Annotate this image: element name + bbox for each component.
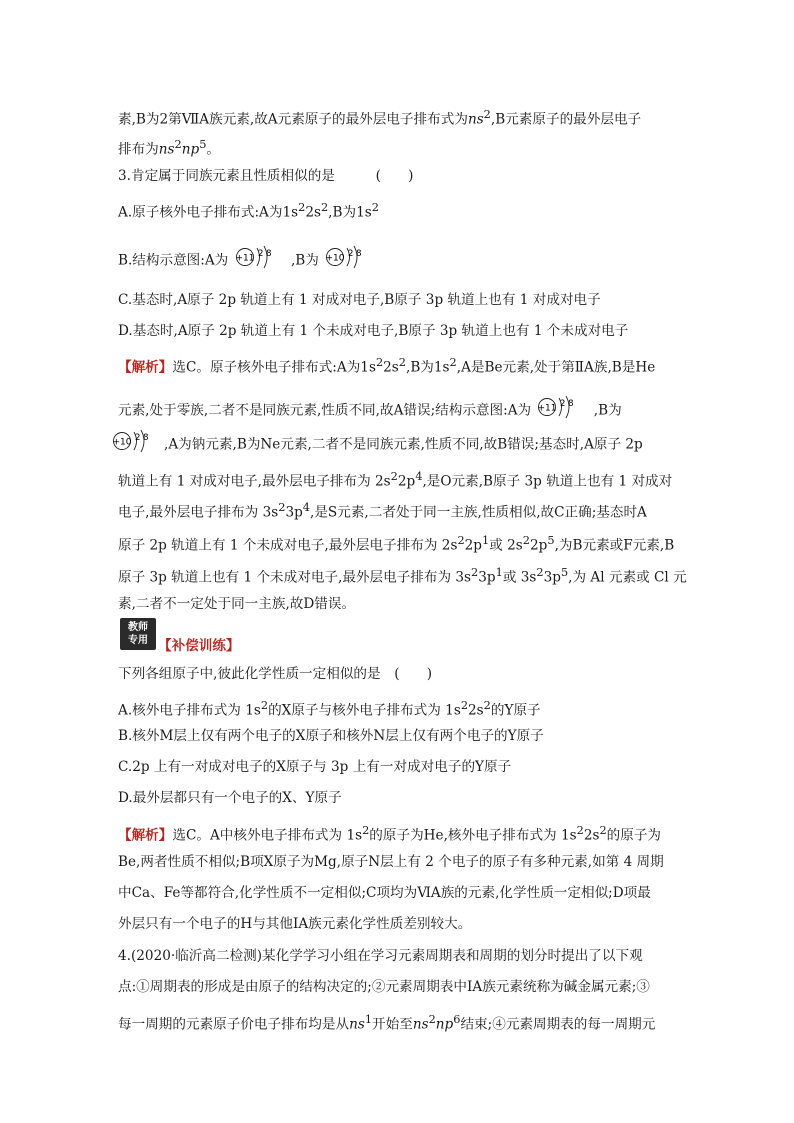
question-4: 点:①周期表的形成是由原子的结构决定的;②元素周期表中ⅠA族元素统称为碱金属元素;③ bbox=[118, 979, 650, 995]
analysis-line: 中Ca、Fe等都符合,化学性质不一定相似;C项均为ⅥA族的元素,化学性质一定相似;D项最 bbox=[118, 885, 651, 901]
analysis-line: 【解析】选C。A中核外电子排布式为 $1s^2$的原子为He,核外电子排布式为 $1s^22s^2$的原子为 bbox=[118, 823, 662, 844]
svg-text:2 8: 2 8 bbox=[135, 433, 149, 443]
option-c: C.基态时,A原子 2p 轨道上有 1 对成对电子,B原子 3p 轨道上也有 1 对成对电子 bbox=[118, 292, 601, 308]
option-d: D.基态时,A原子 2p 轨道上有 1 个未成对电子,B原子 3p 轨道上也有 1 个未成对电子 bbox=[118, 323, 629, 339]
analysis-line: 原子 3p 轨道上也有 1 个未成对电子,最外层电子排布为 $3s^23p^1$或 $3s^23p^5$,为 Al 元素或 Cl 元 bbox=[118, 565, 687, 586]
analysis-line: +10 2 8 ,A为钠元素,B为Ne元素,二者不是同族元素,性质不同,故B错误;基态时,A原子 2p bbox=[110, 428, 643, 462]
analysis-line: 素,二者不一定处于同一主族,故D错误。 bbox=[118, 596, 356, 612]
option-c: C.2p 上有一对成对电子的X原子与 3p 上有一对成对电子的Y原子 bbox=[118, 759, 512, 775]
option-a: A.核外电子排布式为 $1s^2$的X原子与核外电子排布式为 $1s^22s^2$的Y原子 bbox=[118, 698, 541, 719]
option-d: D.最外层都只有一个电子的X、Y原子 bbox=[118, 790, 342, 806]
question-4: 每一周期的元素原子价电子排布均是从$ns^1$开始至$ns^2np^6$结束;④元素周期表的每一周期元 bbox=[118, 1012, 656, 1033]
text-line: 素,B为2第ⅦA族元素,故A元素原子的最外层电子排布式为$ns^2,B$元素原子的最外层电子 bbox=[118, 107, 642, 128]
teacher-only-badge: 教师 专用 bbox=[120, 618, 156, 650]
option-b: B.结构示意图:A为 +11 2 8 ,B为 +10 2 8 bbox=[118, 244, 377, 278]
analysis-line: 电子,最外层电子排布为 $3s^23p^4$,是S元素,二者处于同一主族,性质相似,故C正确;基态时A bbox=[118, 500, 647, 521]
atom-structure-diagram-ne bbox=[325, 244, 375, 278]
svg-text:2 8: 2 8 bbox=[348, 249, 362, 259]
svg-text:+10: +10 bbox=[325, 253, 345, 264]
question-4: 4.(2020·临沂高二检测)某化学学习小组在学习元素周期表和周期的划分时提出了以下观 bbox=[118, 948, 643, 964]
atom-structure-diagram-ne bbox=[112, 428, 162, 462]
svg-text:+11: +11 bbox=[235, 253, 255, 264]
svg-text:2 8: 2 8 bbox=[257, 249, 272, 259]
atom-structure-diagram-na bbox=[537, 394, 587, 428]
analysis-line: 轨道上有 1 对成对电子,最外层电子排布为 $2s^22p^4$,是O元素,B原子 3p 轨道上也有 1 对成对 bbox=[118, 469, 673, 490]
analysis-line: 原子 2p 轨道上有 1 个未成对电子,最外层电子排布为 $2s^22p^1$或 $2s^22p^5$,为B元素或F元素,B bbox=[118, 533, 675, 554]
svg-text:+11: +11 bbox=[537, 403, 557, 414]
text-line: 排布为$ns^2np^5$。 bbox=[118, 137, 221, 158]
question-3: 3.肯定属于同族元素且性质相似的是 ( ) bbox=[118, 168, 414, 184]
option-b: B.核外M层上仅有两个电子的X原子和核外N层上仅有两个电子的Y原子 bbox=[118, 728, 544, 744]
analysis-line: 外层只有一个电子的H与其他ⅠA族元素化学性质差别较大。 bbox=[118, 916, 472, 932]
analysis-line: 【解析】选C。原子核外电子排布式:A为$1s^22s^2,B$为$1s^2,A$是Be元素,处于第ⅡA族,B是He bbox=[118, 355, 656, 376]
svg-text:+10: +10 bbox=[112, 437, 132, 448]
svg-text:2 8: 2 8 bbox=[560, 399, 574, 409]
atom-structure-diagram-na bbox=[235, 244, 285, 278]
analysis-line: Be,两者性质不相似;B项X原子为Mg,原子N层上有 2 个电子的原子有多种元素,如第 4 周期 bbox=[118, 854, 664, 870]
supplementary-question: 下列各组原子中,彼此化学性质一定相似的是 ( ) bbox=[118, 666, 432, 682]
option-a: A.原子核外电子排布式:A为$1s^22s^2,B$为$1s^2$ bbox=[118, 200, 379, 221]
supplementary-heading: 【补偿训练】 bbox=[158, 638, 240, 654]
analysis-line: 元素,处于零族,二者不是同族元素,性质不同,故A错误;结构示意图:A为 +11 2 8 ,B为 bbox=[118, 394, 622, 428]
